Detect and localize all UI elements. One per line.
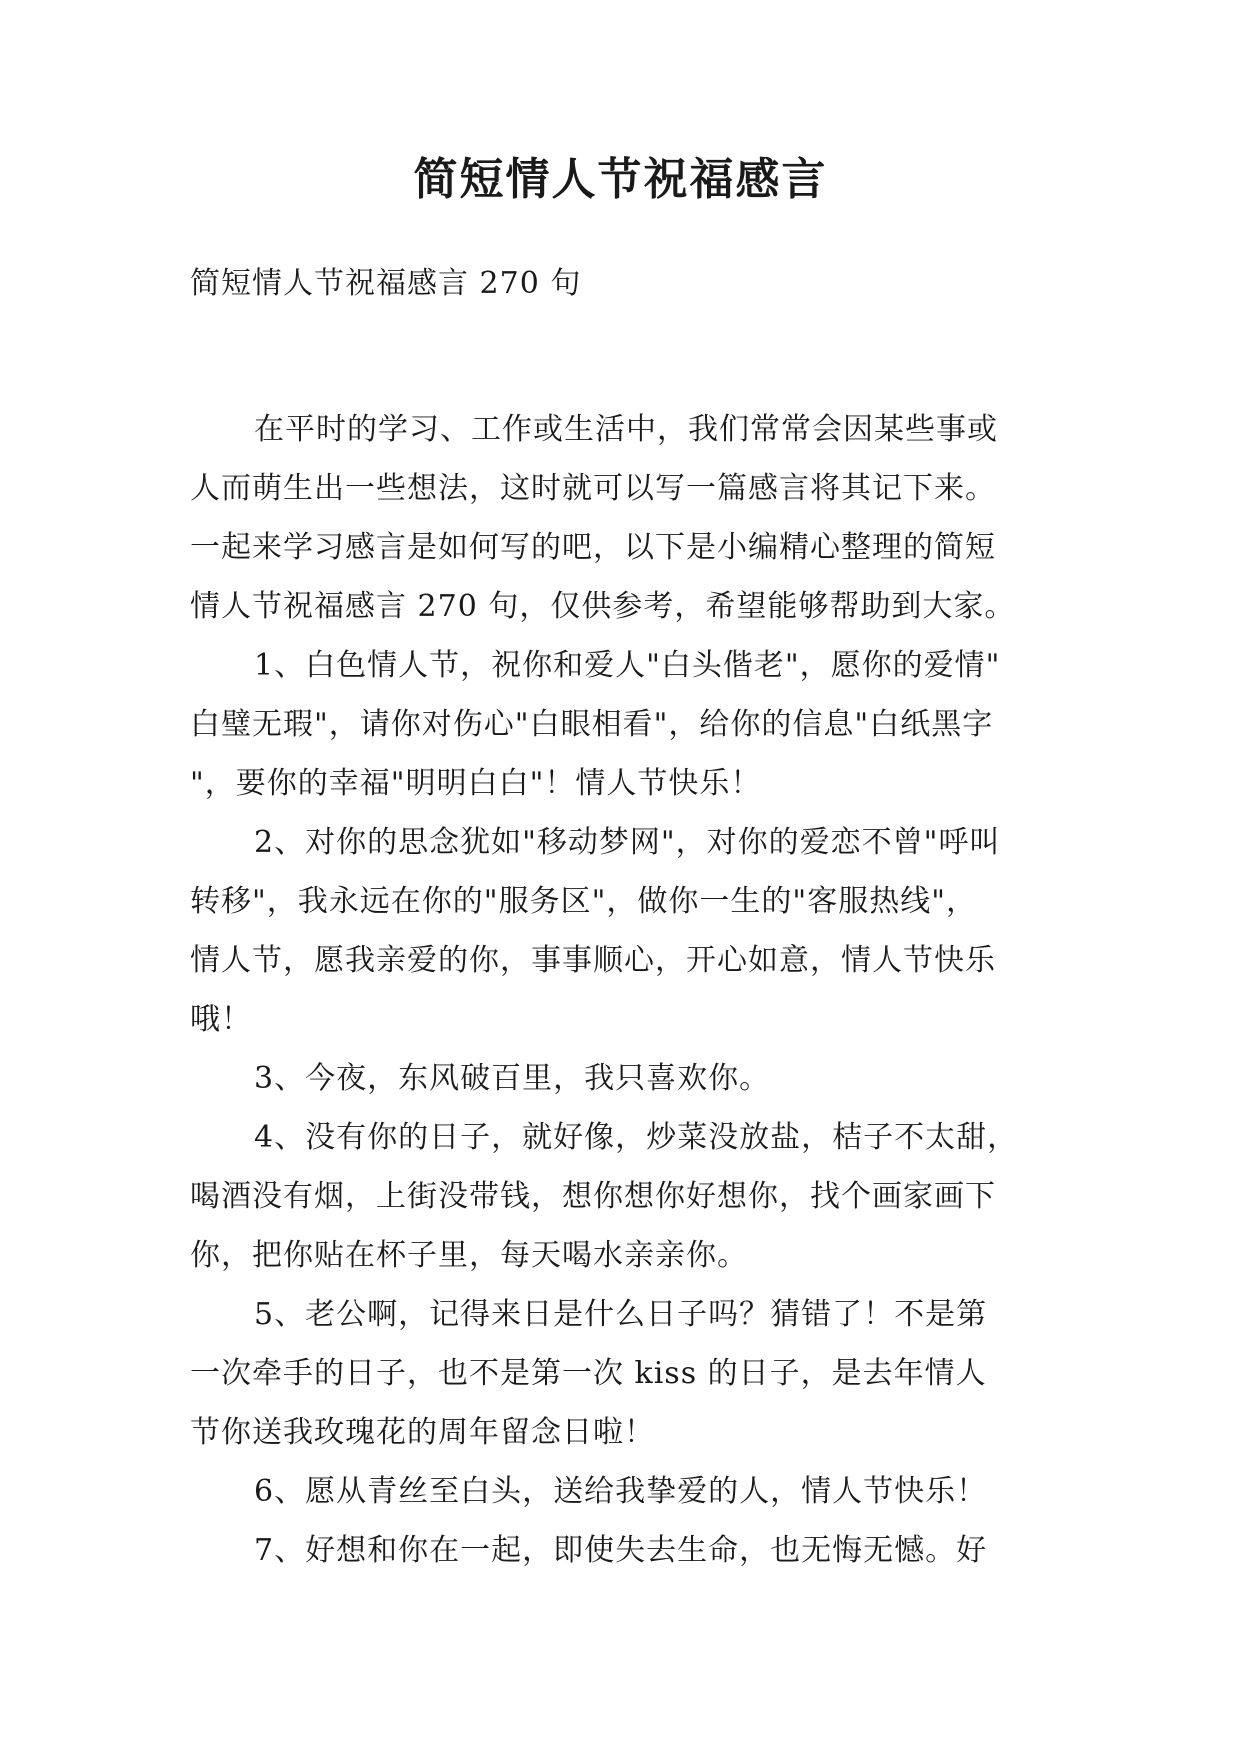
text-line: 2、对你的思念犹如"移动梦网"，对你的爱恋不曾"呼叫 [254, 825, 1001, 860]
text-line: 5、老公啊，记得来日是什么日子吗？猜错了！不是第 [254, 1297, 988, 1332]
text-line: 一起来学习感言是如何写的吧，以下是小编精心整理的简短 [190, 530, 996, 565]
text-line: 1、白色情人节，祝你和爱人"白头偕老"，愿你的爱情" [254, 648, 1001, 683]
text-line: 7、好想和你在一起，即使失去生命，也无悔无憾。好 [254, 1533, 988, 1568]
document-body [190, 400, 1058, 1580]
text-line: "，要你的幸福"明明白白"！情人节快乐！ [190, 766, 762, 801]
text-line: 白璧无瑕"，请你对伤心"白眼相看"，给你的信息"白纸黑字 [190, 707, 994, 742]
text-line: 节你送我玫瑰花的周年留念日啦！ [190, 1415, 655, 1450]
text-line: 情人节，愿我亲爱的你，事事顺心，开心如意，情人节快乐 [190, 943, 996, 978]
document-subtitle: 简短情人节祝福感言 270 句 [190, 266, 582, 301]
document-title: 简短情人节祝福感言 [413, 154, 828, 205]
text-line: 4、没有你的日子，就好像，炒菜没放盐，桔子不太甜， [254, 1120, 1019, 1155]
text-line: 转移"，我永远在你的"服务区"，做你一生的"客服热线"， [190, 884, 977, 919]
text-line: 3、今夜，东风破百里，我只喜欢你。 [254, 1061, 771, 1096]
text-line: 哦！ [190, 1002, 252, 1037]
text-line: 喝酒没有烟，上街没带钱，想你想你好想你，找个画家画下 [190, 1179, 996, 1214]
text-line: 6、愿从青丝至白头，送给我挚爱的人，情人节快乐！ [254, 1474, 988, 1509]
text-line: 情人节祝福感言 270 句，仅供参考，希望能够帮助到大家。 [190, 589, 1016, 624]
text-line: 在平时的学习、工作或生活中，我们常常会因某些事或 [254, 412, 998, 447]
text-line: 你，把你贴在杯子里，每天喝水亲亲你。 [190, 1238, 748, 1273]
text-line: 人而萌生出一些想法，这时就可以写一篇感言将其记下来。 [190, 471, 996, 506]
text-line: 一次牵手的日子，也不是第一次 kiss 的日子，是去年情人 [190, 1356, 987, 1391]
